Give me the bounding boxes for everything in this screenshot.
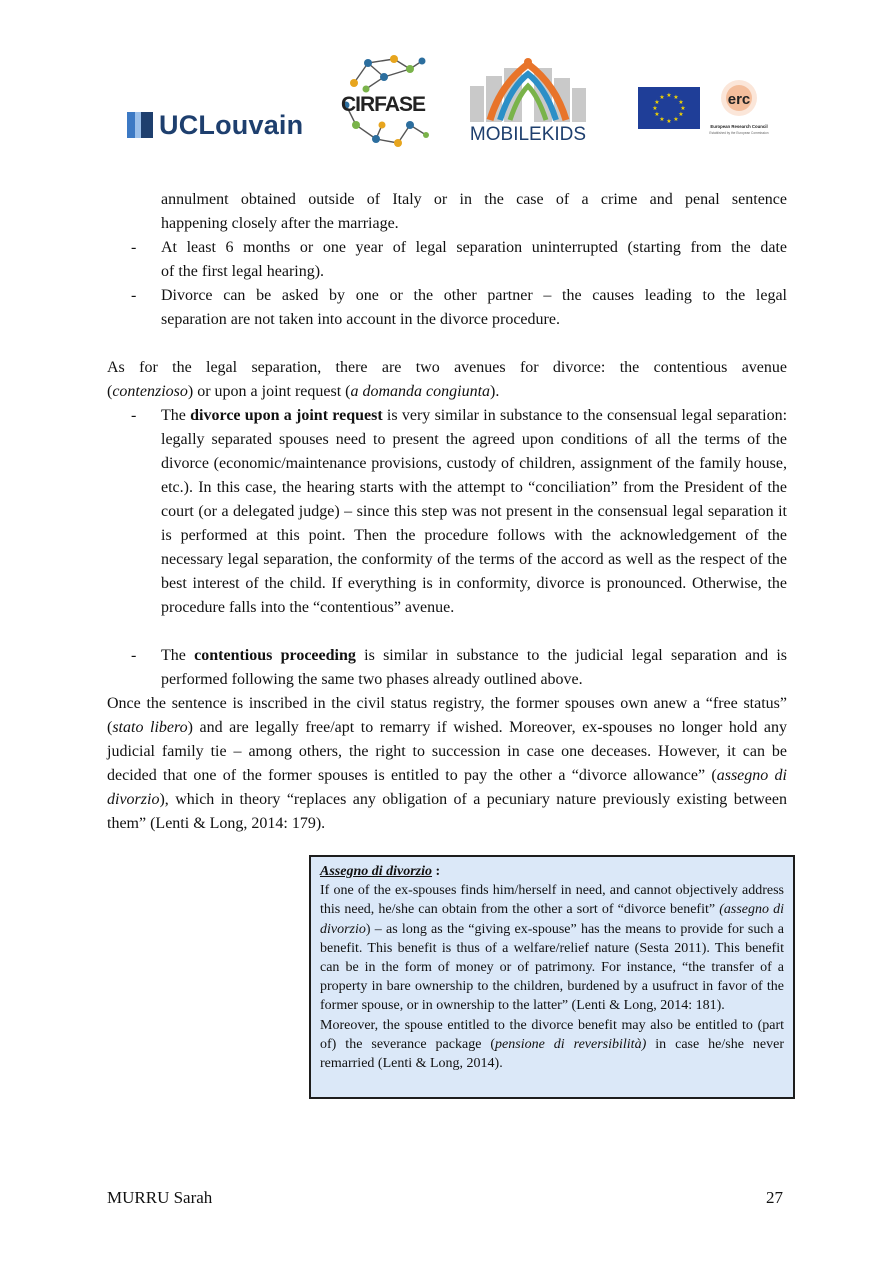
- bullet-1-line-2: of the first legal hearing).: [161, 263, 325, 280]
- cirfase-logo: [336, 55, 430, 151]
- paragraph-continuation-line-1: annulment obtained outside of Italy or in the case of a crime and penal sentence: [161, 191, 787, 208]
- term-joint-request: divorce upon a joint request: [190, 407, 383, 424]
- note-paragraph-2: Moreover, the spouse entitled to the divorce benefit may also be entitled to (part of) the severance package (pensione di reversibilità) in case he/she never remarried (Lenti & Long, 2014).: [320, 1017, 785, 1072]
- page-number: 27: [766, 1188, 783, 1207]
- bullet-joint-request: The divorce upon a joint request is very similar in substance to the consensual legal separation: legally separated spouses need to present the agreed upon conditions of all the terms of the divorce (economic/maintenance provisions, custody of children, assignment of the family house, etc.). In this case, the hearing starts with the attempt to “conciliation” from the President of the court (or a delegated judge) – since this step was not present in the consensual legal separation it is performed at this point. Then the procedure follows with the acknowledgement of the necessary legal separation, the conformity of the terms of the accord as well as the respect of the best interest of the child. If everything is in conformity, divorce is pronounced. Otherwise, the procedure falls into the “contentious” avenue.: [161, 407, 788, 616]
- term-contentious-proceeding: contentious proceeding: [194, 647, 356, 664]
- bullet-contentious-proceeding: The contentious proceeding is similar in substance to the judicial legal separation and is performed following the same two phases already outlined above.: [161, 647, 788, 688]
- erc-logo: [706, 78, 772, 138]
- svg-text:★: ★: [654, 99, 660, 106]
- note-box-assegno: [309, 855, 795, 1099]
- bullet-1-line-1: At least 6 months or one year of legal separation uninterrupted (starting from the date: [161, 239, 787, 256]
- svg-text:★: ★: [678, 99, 684, 106]
- paragraph-3: Once the sentence is inscribed in the civil status registry, the former spouses own anew a “free status” (stato libero) and are legally free/apt to remarry if wished. Moreover, ex-spouses no longer hold any judicial family tie – among others, the right to succession in case one deceases. However, it can be decided that one of the former spouses is entitled to pay the other a “divorce allowance” (assegno di divorzio), which in theory “replaces any obligation of a pecuniary nature previously existing between them” (Lenti & Long, 2014: 179).: [107, 695, 788, 832]
- bullet-dash: -: [131, 647, 137, 664]
- bullet-dash: -: [131, 407, 137, 424]
- uclouvain-wordmark: UCLouvain: [159, 109, 304, 140]
- erc-wordmark: erc: [727, 91, 751, 108]
- bullet-dash: -: [131, 239, 137, 256]
- cirfase-wordmark: CIRFASE: [340, 93, 426, 116]
- bullet-dash: -: [131, 287, 137, 304]
- svg-text:★: ★: [666, 92, 672, 99]
- paragraph-2-line-1: As for the legal separation, there are two avenues for divorce: the contentious avenue: [107, 359, 787, 376]
- uclouvain-logo: [127, 108, 303, 142]
- svg-text:★: ★: [659, 94, 665, 101]
- uclouvain-mark-icon: [127, 112, 153, 138]
- paragraph-continuation-line-2: happening closely after the marriage.: [161, 215, 399, 232]
- svg-text:★: ★: [652, 105, 658, 112]
- svg-text:★: ★: [678, 111, 684, 118]
- erc-subtitle: European Research Council: [710, 124, 768, 129]
- mobilekids-wordmark: MOBILEKIDS: [469, 124, 587, 144]
- svg-text:★: ★: [673, 94, 679, 101]
- paragraph-2-line-2: (contenzioso) or upon a joint request (a domanda congiunta).: [107, 383, 500, 400]
- note-paragraph-1: If one of the ex-spouses finds him/herself in need, and cannot objectively address this need, he/she can obtain from the other a sort of “divorce benefit” (assegno di divorzio) – as long as the “giving ex-spouse” has the means to provide for such a benefit. This benefit is thus of a welfare/relief nature (Sesta 2011). This benefit can be in the form of money or of patrimony. For instance, “the transfer of a property in bare ownership to the children, burdened by a usufruct in favor of the former spouse, or in ownership to the latter” (Lenti & Long, 2014: 181).: [320, 883, 784, 1014]
- bullet-2-line-2: separation are not taken into account in the divorce procedure.: [161, 311, 560, 328]
- footer-author: MURRU Sarah: [107, 1188, 213, 1207]
- note-title: Assegno di divorzio: [320, 864, 433, 879]
- mobilekids-logo: [460, 56, 596, 144]
- svg-text:★: ★: [654, 111, 660, 118]
- svg-text:★: ★: [666, 118, 672, 125]
- svg-text:★: ★: [659, 116, 665, 123]
- eu-flag-icon: [638, 87, 700, 129]
- svg-text:★: ★: [673, 116, 679, 123]
- bullet-2-line-1: Divorce can be asked by one or the other partner – the causes leading to the legal: [161, 287, 787, 304]
- note-title-line: Assegno di divorzio :: [320, 864, 441, 879]
- erc-subtitle-2: Established by the European Commission: [709, 131, 769, 135]
- svg-text:★: ★: [680, 105, 686, 112]
